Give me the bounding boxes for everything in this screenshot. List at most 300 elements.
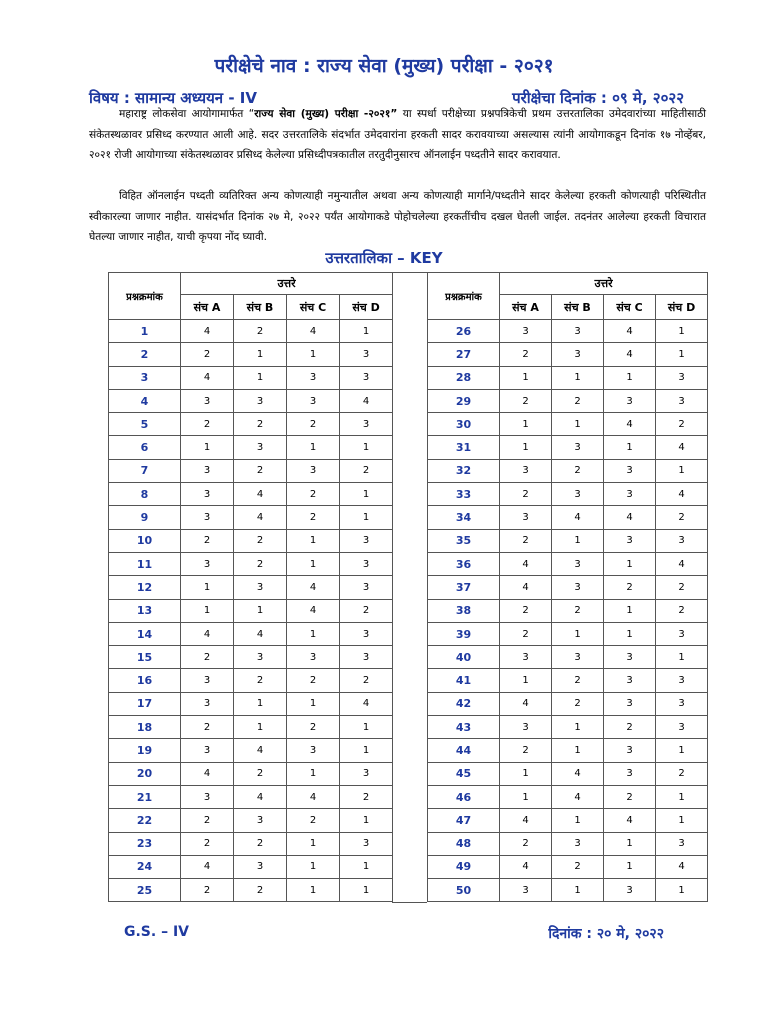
table-row — [109, 785, 393, 808]
set-c-header: संच C — [604, 295, 656, 320]
table-row — [428, 855, 708, 878]
answer-set-d: 3 — [340, 343, 393, 366]
question-number: 37 — [428, 576, 500, 599]
notice-para2-text: विहित ऑनलाईन पध्दती व्यतिरिक्त अन्य कोणत्याही नमुन्यातील अथवा अन्य कोणत्याही मार्गाने/पध्दतीने सादर केलेल्या हरकती कोणत्याही परिस्थितीत स्वीकारल्या जाणार नाहीत. यासंदर्भात दिनांक २७ मे, २०२२ पर्यंत आयोगाकडे पोहोचलेल्या हरकतींचीच दखल घेतली जाईल. तदनंतर आलेल्या हरकती विचारात घेतल्या जाणार नाहीत, याची कृपया नोंद घ्यावी. — [89, 190, 706, 243]
answer-set-b: 2 — [552, 855, 604, 878]
answer-set-b: 3 — [552, 832, 604, 855]
answer-set-b: 1 — [552, 413, 604, 436]
table-row — [428, 506, 708, 529]
table-row — [428, 809, 708, 832]
answer-set-d: 1 — [656, 459, 708, 482]
question-number: 4 — [109, 389, 181, 412]
question-number: 49 — [428, 855, 500, 878]
question-number: 46 — [428, 785, 500, 808]
answer-set-c: 2 — [604, 785, 656, 808]
table-row — [109, 739, 393, 762]
answer-set-a: 3 — [181, 389, 234, 412]
answer-set-b: 3 — [234, 646, 287, 669]
exam-date: परीक्षेचा दिनांक : ०९ मे, २०२२ — [512, 89, 684, 107]
answer-set-d: 2 — [656, 506, 708, 529]
answer-set-b: 3 — [234, 855, 287, 878]
table-row — [109, 646, 393, 669]
table-row — [428, 552, 708, 575]
answer-set-c: 1 — [287, 879, 340, 902]
answer-set-c: 3 — [287, 366, 340, 389]
answer-set-c: 2 — [287, 716, 340, 739]
answer-set-b: 4 — [234, 483, 287, 506]
answer-set-d: 3 — [656, 622, 708, 645]
answer-set-b: 2 — [552, 669, 604, 692]
answer-set-a: 2 — [500, 483, 552, 506]
answer-key-table-left — [108, 272, 393, 902]
answer-set-d: 4 — [656, 436, 708, 459]
table-row — [109, 506, 393, 529]
answer-set-a: 2 — [181, 879, 234, 902]
table-row — [428, 413, 708, 436]
table-row — [109, 832, 393, 855]
table-row — [109, 459, 393, 482]
question-number: 2 — [109, 343, 181, 366]
table-row — [428, 483, 708, 506]
answer-set-a: 1 — [181, 576, 234, 599]
answer-set-d: 4 — [656, 483, 708, 506]
answer-set-b: 2 — [234, 413, 287, 436]
answer-set-d: 4 — [340, 389, 393, 412]
answer-set-d: 3 — [340, 366, 393, 389]
table-row — [428, 739, 708, 762]
answer-set-c: 4 — [604, 343, 656, 366]
answer-set-c: 1 — [287, 692, 340, 715]
answer-set-d: 3 — [340, 832, 393, 855]
question-number: 21 — [109, 785, 181, 808]
answer-set-c: 3 — [604, 459, 656, 482]
answer-set-c: 4 — [604, 320, 656, 343]
answer-set-c: 1 — [604, 552, 656, 575]
answer-set-a: 3 — [181, 669, 234, 692]
answer-set-b: 1 — [552, 739, 604, 762]
answer-set-c: 2 — [287, 413, 340, 436]
footer-paper-code: G.S. – IV — [124, 924, 190, 940]
question-number: 45 — [428, 762, 500, 785]
answer-set-b: 2 — [234, 762, 287, 785]
answer-set-b: 3 — [552, 343, 604, 366]
answer-rows-left — [109, 320, 393, 902]
question-number: 43 — [428, 716, 500, 739]
table-row — [109, 692, 393, 715]
question-number: 47 — [428, 809, 500, 832]
answer-set-a: 3 — [181, 692, 234, 715]
answer-set-c: 4 — [604, 809, 656, 832]
question-number: 36 — [428, 552, 500, 575]
answer-set-d: 2 — [656, 599, 708, 622]
answer-set-a: 2 — [181, 343, 234, 366]
answer-set-a: 1 — [500, 436, 552, 459]
question-number: 29 — [428, 389, 500, 412]
answer-set-a: 2 — [500, 389, 552, 412]
question-number: 48 — [428, 832, 500, 855]
answer-set-d: 3 — [340, 552, 393, 575]
table-row — [428, 716, 708, 739]
table-row — [428, 366, 708, 389]
question-number: 35 — [428, 529, 500, 552]
answer-set-a: 3 — [181, 739, 234, 762]
answer-set-d: 3 — [340, 529, 393, 552]
answer-set-d: 3 — [340, 576, 393, 599]
answer-set-d: 4 — [340, 692, 393, 715]
answer-set-d: 4 — [656, 855, 708, 878]
table-row — [428, 692, 708, 715]
answer-set-a: 4 — [500, 692, 552, 715]
notice-para1-start: महाराष्ट्र लोकसेवा आयोगामार्फत “ — [119, 108, 255, 120]
answer-set-d: 2 — [340, 785, 393, 808]
answer-set-a: 2 — [181, 413, 234, 436]
answer-set-c: 3 — [604, 669, 656, 692]
table-row — [109, 389, 393, 412]
set-d-header: संच D — [656, 295, 708, 320]
answer-set-c: 3 — [604, 646, 656, 669]
answer-set-c: 3 — [287, 389, 340, 412]
answer-set-d: 1 — [656, 785, 708, 808]
answer-set-c: 1 — [287, 343, 340, 366]
answer-set-d: 1 — [656, 739, 708, 762]
answer-set-b: 3 — [552, 320, 604, 343]
answer-set-c: 1 — [287, 552, 340, 575]
answer-set-b: 1 — [552, 366, 604, 389]
answer-set-c: 1 — [287, 832, 340, 855]
question-number: 7 — [109, 459, 181, 482]
answer-set-d: 1 — [656, 809, 708, 832]
table-row — [109, 552, 393, 575]
answer-set-c: 3 — [604, 483, 656, 506]
answer-set-c: 3 — [604, 692, 656, 715]
answer-rows-right — [428, 320, 708, 902]
table-row — [109, 483, 393, 506]
set-b-header: संच B — [234, 295, 287, 320]
answer-set-c: 1 — [287, 436, 340, 459]
table-row — [428, 669, 708, 692]
question-number: 23 — [109, 832, 181, 855]
answer-set-c: 1 — [287, 529, 340, 552]
answer-set-a: 3 — [181, 459, 234, 482]
answer-set-c: 1 — [604, 855, 656, 878]
table-row — [109, 343, 393, 366]
question-number: 12 — [109, 576, 181, 599]
answer-set-c: 2 — [287, 506, 340, 529]
answer-set-a: 1 — [500, 366, 552, 389]
answer-set-c: 3 — [287, 646, 340, 669]
answers-header: उत्तरे — [181, 273, 393, 295]
answer-set-b: 3 — [234, 809, 287, 832]
answer-set-c: 1 — [287, 622, 340, 645]
answer-set-b: 2 — [234, 552, 287, 575]
answer-set-b: 4 — [552, 762, 604, 785]
table-row — [109, 599, 393, 622]
answer-set-a: 1 — [500, 762, 552, 785]
answer-set-b: 3 — [234, 389, 287, 412]
question-number: 39 — [428, 622, 500, 645]
answer-set-c: 2 — [287, 669, 340, 692]
answer-set-d: 3 — [340, 646, 393, 669]
answer-set-b: 2 — [234, 459, 287, 482]
set-a-header: संच A — [500, 295, 552, 320]
table-row — [428, 646, 708, 669]
answer-set-c: 1 — [604, 599, 656, 622]
question-number: 15 — [109, 646, 181, 669]
answer-set-b: 4 — [234, 506, 287, 529]
answer-set-b: 3 — [234, 576, 287, 599]
table-row — [109, 809, 393, 832]
answer-set-b: 2 — [552, 459, 604, 482]
table-row — [109, 762, 393, 785]
table-row — [428, 343, 708, 366]
answer-set-d: 3 — [340, 413, 393, 436]
answer-set-a: 2 — [181, 809, 234, 832]
set-b-header: संच B — [552, 295, 604, 320]
answer-set-d: 3 — [656, 692, 708, 715]
question-number: 10 — [109, 529, 181, 552]
answer-set-d: 1 — [340, 506, 393, 529]
answer-set-a: 2 — [500, 739, 552, 762]
table-row — [109, 320, 393, 343]
answer-set-a: 3 — [500, 879, 552, 902]
table-row — [109, 622, 393, 645]
answer-set-d: 1 — [340, 436, 393, 459]
answer-set-d: 3 — [340, 622, 393, 645]
answer-set-c: 1 — [287, 762, 340, 785]
answer-set-d: 1 — [656, 320, 708, 343]
answer-set-c: 3 — [604, 739, 656, 762]
answer-set-c: 4 — [287, 599, 340, 622]
answer-set-a: 3 — [500, 716, 552, 739]
answer-set-a: 2 — [181, 646, 234, 669]
answer-set-b: 3 — [234, 436, 287, 459]
answer-set-b: 3 — [552, 576, 604, 599]
answer-set-a: 4 — [181, 366, 234, 389]
table-row — [109, 669, 393, 692]
answer-set-b: 3 — [552, 436, 604, 459]
answer-set-c: 2 — [604, 576, 656, 599]
answer-set-b: 3 — [552, 646, 604, 669]
table-row — [428, 320, 708, 343]
answer-set-b: 1 — [234, 366, 287, 389]
question-number: 41 — [428, 669, 500, 692]
table-row — [109, 716, 393, 739]
question-number: 3 — [109, 366, 181, 389]
answer-set-c: 4 — [287, 785, 340, 808]
question-number: 31 — [428, 436, 500, 459]
answer-set-d: 1 — [340, 855, 393, 878]
answer-set-a: 3 — [181, 506, 234, 529]
table-row — [428, 576, 708, 599]
answer-set-d: 3 — [656, 716, 708, 739]
answer-set-c: 3 — [604, 762, 656, 785]
question-number: 27 — [428, 343, 500, 366]
answer-set-b: 1 — [552, 879, 604, 902]
answer-set-a: 2 — [500, 622, 552, 645]
answer-set-b: 3 — [552, 483, 604, 506]
answer-set-c: 1 — [604, 832, 656, 855]
answer-set-c: 3 — [287, 739, 340, 762]
answer-set-c: 3 — [604, 389, 656, 412]
answer-set-a: 3 — [181, 552, 234, 575]
answer-set-d: 3 — [656, 389, 708, 412]
answer-set-d: 2 — [656, 413, 708, 436]
answer-set-b: 1 — [234, 599, 287, 622]
question-number: 25 — [109, 879, 181, 902]
answer-set-a: 2 — [181, 716, 234, 739]
answer-set-d: 1 — [340, 809, 393, 832]
table-row — [428, 389, 708, 412]
answer-set-b: 2 — [234, 320, 287, 343]
answer-set-a: 3 — [500, 506, 552, 529]
answer-set-d: 3 — [656, 832, 708, 855]
answer-set-b: 2 — [234, 669, 287, 692]
answer-set-a: 4 — [181, 762, 234, 785]
table-row — [428, 762, 708, 785]
answer-key-table-right — [427, 272, 708, 902]
answer-set-c: 4 — [604, 413, 656, 436]
question-number: 18 — [109, 716, 181, 739]
subject-label: विषय : सामान्य अध्ययन - IV — [89, 89, 257, 107]
table-row — [428, 832, 708, 855]
question-number-header: प्रश्नक्रमांक — [109, 273, 181, 320]
answer-set-b: 1 — [552, 622, 604, 645]
answer-set-a: 4 — [181, 855, 234, 878]
answer-set-a: 3 — [500, 459, 552, 482]
answer-set-a: 1 — [500, 669, 552, 692]
answer-set-b: 1 — [234, 343, 287, 366]
answer-set-b: 4 — [552, 506, 604, 529]
answer-set-b: 4 — [234, 622, 287, 645]
question-number: 20 — [109, 762, 181, 785]
answer-set-d: 2 — [656, 576, 708, 599]
question-number: 26 — [428, 320, 500, 343]
set-d-header: संच D — [340, 295, 393, 320]
table-row — [428, 459, 708, 482]
answer-set-c: 1 — [604, 366, 656, 389]
answer-set-a: 2 — [500, 599, 552, 622]
answer-set-a: 3 — [500, 320, 552, 343]
answer-set-c: 2 — [287, 809, 340, 832]
answer-set-b: 4 — [234, 785, 287, 808]
notice-para1-exam-name: राज्य सेवा (मुख्य) परीक्षा -२०२१” — [254, 108, 398, 120]
answer-set-d: 2 — [340, 459, 393, 482]
answer-set-b: 2 — [552, 389, 604, 412]
answer-set-a: 3 — [181, 483, 234, 506]
answer-set-b: 2 — [234, 879, 287, 902]
answer-set-a: 4 — [500, 576, 552, 599]
answer-set-a: 4 — [500, 809, 552, 832]
answer-set-c: 2 — [604, 716, 656, 739]
question-number: 14 — [109, 622, 181, 645]
answer-set-d: 1 — [656, 646, 708, 669]
question-number: 9 — [109, 506, 181, 529]
answer-set-d: 2 — [656, 762, 708, 785]
question-number: 34 — [428, 506, 500, 529]
table-row — [109, 413, 393, 436]
question-number: 33 — [428, 483, 500, 506]
notice-paragraph-2 — [89, 186, 706, 248]
answer-set-c: 3 — [604, 529, 656, 552]
answer-set-c: 4 — [287, 320, 340, 343]
answer-set-c: 1 — [604, 436, 656, 459]
answer-set-c: 3 — [287, 459, 340, 482]
answer-set-c: 2 — [287, 483, 340, 506]
answer-set-c: 4 — [604, 506, 656, 529]
answer-set-b: 1 — [552, 809, 604, 832]
table-divider — [392, 272, 427, 903]
question-number: 13 — [109, 599, 181, 622]
key-heading: उत्तरतालिका – KEY — [325, 249, 443, 267]
answer-set-d: 3 — [656, 366, 708, 389]
answer-set-a: 2 — [181, 529, 234, 552]
answer-set-a: 1 — [500, 785, 552, 808]
answer-set-d: 4 — [656, 552, 708, 575]
set-a-header: संच A — [181, 295, 234, 320]
answer-set-a: 4 — [500, 855, 552, 878]
table-row — [428, 599, 708, 622]
question-number: 11 — [109, 552, 181, 575]
notice-paragraph-1 — [89, 104, 706, 166]
question-number: 42 — [428, 692, 500, 715]
answer-set-d: 1 — [656, 343, 708, 366]
answer-set-d: 1 — [656, 879, 708, 902]
answer-set-b: 1 — [234, 692, 287, 715]
answer-set-a: 4 — [181, 622, 234, 645]
answer-set-b: 2 — [234, 529, 287, 552]
question-number: 16 — [109, 669, 181, 692]
answer-set-b: 2 — [552, 692, 604, 715]
table-row — [109, 855, 393, 878]
question-number: 28 — [428, 366, 500, 389]
answer-set-a: 2 — [500, 832, 552, 855]
answer-set-d: 1 — [340, 320, 393, 343]
answer-set-c: 1 — [604, 622, 656, 645]
answer-set-d: 3 — [656, 669, 708, 692]
table-row — [428, 529, 708, 552]
question-number-header: प्रश्नक्रमांक — [428, 273, 500, 320]
exam-title: परीक्षेचे नाव : राज्य सेवा (मुख्य) परीक्षा - २०२१ — [214, 55, 554, 77]
answer-set-d: 2 — [340, 599, 393, 622]
answer-set-d: 3 — [656, 529, 708, 552]
question-number: 40 — [428, 646, 500, 669]
question-number: 44 — [428, 739, 500, 762]
answer-set-a: 4 — [500, 552, 552, 575]
answer-set-d: 1 — [340, 739, 393, 762]
answer-set-a: 1 — [181, 436, 234, 459]
answer-set-b: 1 — [234, 716, 287, 739]
answer-set-d: 1 — [340, 879, 393, 902]
answer-set-b: 1 — [552, 529, 604, 552]
answer-set-a: 2 — [181, 832, 234, 855]
answer-set-b: 2 — [552, 599, 604, 622]
answer-set-b: 4 — [234, 739, 287, 762]
answer-set-d: 1 — [340, 716, 393, 739]
question-number: 22 — [109, 809, 181, 832]
question-number: 19 — [109, 739, 181, 762]
table-row — [109, 366, 393, 389]
question-number: 8 — [109, 483, 181, 506]
table-row — [428, 436, 708, 459]
table-row — [109, 576, 393, 599]
footer-date: दिनांक : २० मे, २०२२ — [548, 926, 664, 942]
notice-para1-rest: या स्पर्धा परीक्षेच्या प्रश्नपत्रिकेची प्रथम उत्तरतालिका उमेदवारांच्या माहितीसाठी संकेतस्थळावर प्रसिध्द करण्यात आली आहे. सदर उत्तरतालिके संदर्भात उमेदवारांना हरकती सादर करावयाच्या असल्यास त्यांनी आयोगाकडून दिनांक १७ नोव्हेंबर, २०२१ रोजी आयोगाच्या संकेतस्थळावर प्रसिध्द केलेल्या प्रसिध्दीपत्रकातील तरतुदीनुसारच ऑनलाईन पध्दतीने सादर करावयात. — [89, 108, 706, 161]
question-number: 30 — [428, 413, 500, 436]
answer-set-b: 4 — [552, 785, 604, 808]
answer-set-b: 1 — [552, 716, 604, 739]
answer-set-a: 3 — [500, 646, 552, 669]
table-row — [109, 879, 393, 902]
